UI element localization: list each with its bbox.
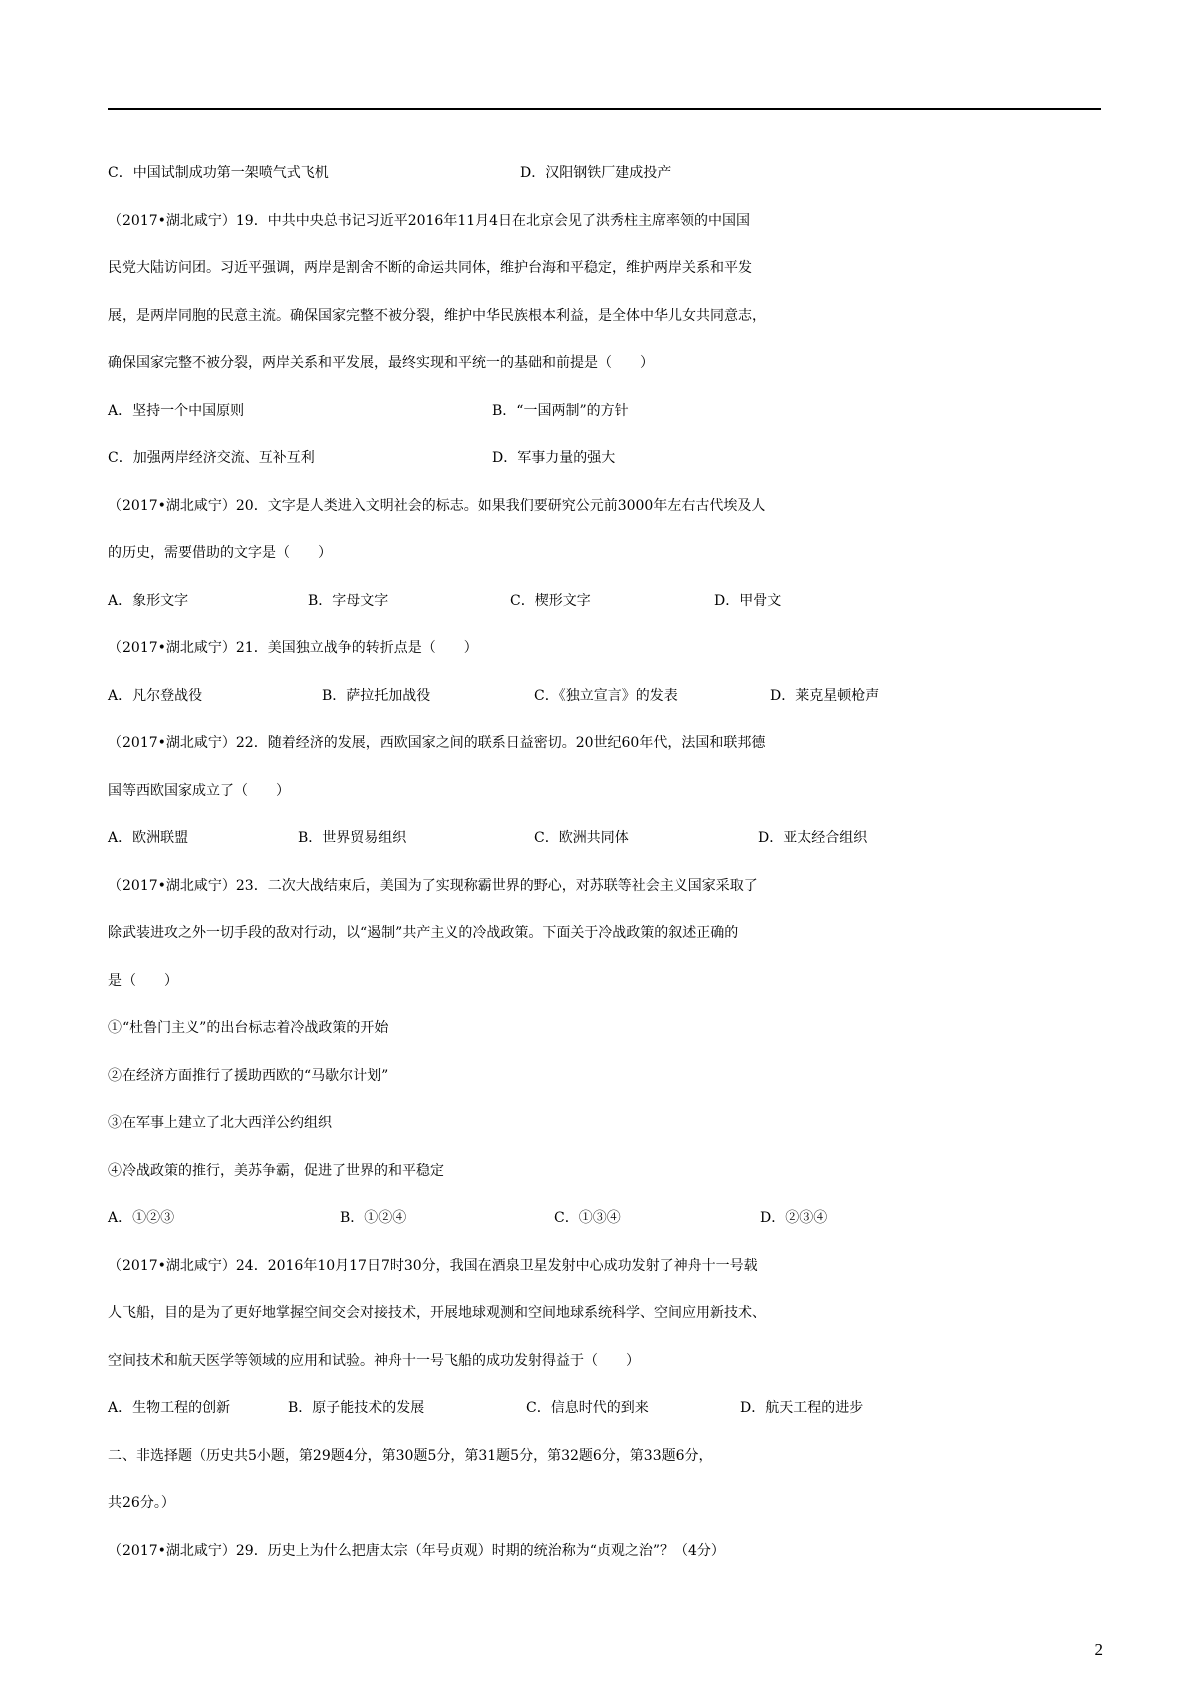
answer-option: C．信息时代的到来 — [526, 1400, 649, 1416]
answer-option: C．①③④ — [554, 1210, 621, 1226]
line-text: 民党大陆访问团。习近平强调，两岸是割舍不断的命运共同体，维护台海和平稳定，维护两岸关系和平发 — [108, 260, 752, 276]
line-text: （2017•湖北咸宁）22．随着经济的发展，西欧国家之间的联系日益密切。20世纪60年代，法国和联邦德 — [108, 735, 766, 751]
text-line — [108, 340, 1108, 388]
text-line — [108, 1433, 1108, 1481]
line-text: ③在军事上建立了北大西洋公约组织 — [108, 1115, 332, 1131]
text-line — [108, 1385, 1108, 1433]
answer-option: D．航天工程的进步 — [740, 1400, 864, 1416]
text-line — [108, 530, 1108, 578]
line-text: 人飞船，目的是为了更好地掌握空间交会对接技术，开展地球观测和空间地球系统科学、空间应用新技术、 — [108, 1305, 766, 1321]
line-text: 国等西欧国家成立了（ ） — [108, 782, 290, 799]
answer-option: B．萨拉托加战役 — [322, 687, 431, 704]
text-line — [108, 1005, 1108, 1053]
line-text: （2017•湖北咸宁）20．文字是人类进入文明社会的标志。如果我们要研究公元前3000年左右古代埃及人 — [108, 497, 766, 514]
text-line — [108, 245, 1108, 293]
line-text: 空间技术和航天医学等领域的应用和试验。神舟十一号飞船的成功发射得益于（ ） — [108, 1352, 640, 1369]
line-text: （2017•湖北咸宁）29．历史上为什么把唐太宗（年号贞观）时期的统治称为“贞观之治”？（4分） — [108, 1542, 725, 1559]
header-rule — [108, 108, 1101, 110]
text-line — [108, 1480, 1108, 1528]
answer-option: D．汉阳钢铁厂建成投产 — [520, 165, 672, 181]
line-text: （2017•湖北咸宁）21．美国独立战争的转折点是（ ） — [108, 640, 478, 656]
line-text: 展，是两岸同胞的民意主流。确保国家完整不被分裂，维护中华民族根本利益，是全体中华儿女共同意志， — [108, 307, 766, 324]
answer-option: B．原子能技术的发展 — [288, 1400, 425, 1416]
line-text: 共26分。） — [108, 1495, 175, 1511]
text-line — [108, 435, 1108, 483]
answer-option: A．坚持一个中国原则 — [108, 402, 245, 419]
text-line — [108, 1338, 1108, 1386]
answer-option: C．欧洲共同体 — [534, 830, 629, 846]
answer-option: B．“一国两制”的方针 — [492, 402, 629, 419]
line-text: 确保国家完整不被分裂，两岸关系和平发展，最终实现和平统一的基础和前提是（ ） — [108, 355, 654, 371]
answer-option: A．凡尔登战役 — [108, 687, 203, 704]
line-text: 的历史，需要借助的文字是（ ） — [108, 545, 332, 561]
line-text: 是（ ） — [108, 972, 178, 989]
text-line — [108, 625, 1108, 673]
text-line — [108, 910, 1108, 958]
line-text: ①“杜鲁门主义”的出台标志着冷战政策的开始 — [108, 1020, 389, 1036]
answer-option: C．中国试制成功第一架喷气式飞机 — [108, 165, 329, 181]
text-line — [108, 150, 1108, 198]
text-line — [108, 863, 1108, 911]
text-line — [108, 1243, 1108, 1291]
text-line — [108, 388, 1108, 436]
text-line — [108, 673, 1108, 721]
answer-option: B．字母文字 — [308, 592, 389, 609]
answer-option: A．生物工程的创新 — [108, 1400, 231, 1416]
answer-option: D．②③④ — [760, 1210, 828, 1226]
text-line — [108, 1528, 1108, 1576]
text-line — [108, 1053, 1108, 1101]
line-text: （2017•湖北咸宁）19．中共中央总书记习近平2016年11月4日在北京会见了洪秀柱主席率领的中国国 — [108, 212, 751, 229]
line-text: （2017•湖北咸宁）24．2016年10月17日7时30分，我国在酒泉卫星发射中心成功发射了神舟十一号载 — [108, 1257, 758, 1274]
answer-option: D．军事力量的强大 — [492, 450, 616, 466]
answer-option: C．楔形文字 — [510, 592, 591, 609]
text-line — [108, 483, 1108, 531]
exam-content — [108, 150, 1108, 1575]
answer-option: A．①②③ — [108, 1210, 175, 1226]
answer-option: D．亚太经合组织 — [758, 830, 868, 846]
text-line — [108, 1290, 1108, 1338]
line-text: 除武装进攻之外一切手段的敌对行动，以“遏制”共产主义的冷战政策。下面关于冷战政策的叙述正确的 — [108, 925, 739, 941]
text-line — [108, 293, 1108, 341]
text-line — [108, 1148, 1108, 1196]
text-line — [108, 958, 1108, 1006]
page-number: 2 — [1094, 1640, 1103, 1659]
text-line — [108, 578, 1108, 626]
line-text: ④冷战政策的推行，美苏争霸，促进了世界的和平稳定 — [108, 1162, 444, 1179]
answer-option: D．甲骨文 — [714, 592, 782, 609]
text-line — [108, 1195, 1108, 1243]
text-line — [108, 198, 1108, 246]
answer-option: A．欧洲联盟 — [108, 830, 189, 846]
text-line — [108, 720, 1108, 768]
text-line — [108, 768, 1108, 816]
line-text: （2017•湖北咸宁）23．二次大战结束后，美国为了实现称霸世界的野心，对苏联等社会主义国家采取了 — [108, 877, 758, 894]
answer-option: C．加强两岸经济交流、互补互利 — [108, 450, 315, 466]
line-text: 二、非选择题（历史共5小题，第29题4分，第30题5分，第31题5分，第32题6分，第33题6分， — [108, 1447, 713, 1464]
answer-option: C．《独立宣言》的发表 — [534, 687, 678, 704]
text-line — [108, 1100, 1108, 1148]
text-line — [108, 815, 1108, 863]
answer-option: A．象形文字 — [108, 592, 189, 609]
answer-option: B．①②④ — [340, 1210, 407, 1226]
answer-option: D．莱克星顿枪声 — [770, 687, 880, 704]
line-text: ②在经济方面推行了援助西欧的“马歇尔计划” — [108, 1067, 389, 1084]
answer-option: B．世界贸易组织 — [298, 830, 407, 846]
